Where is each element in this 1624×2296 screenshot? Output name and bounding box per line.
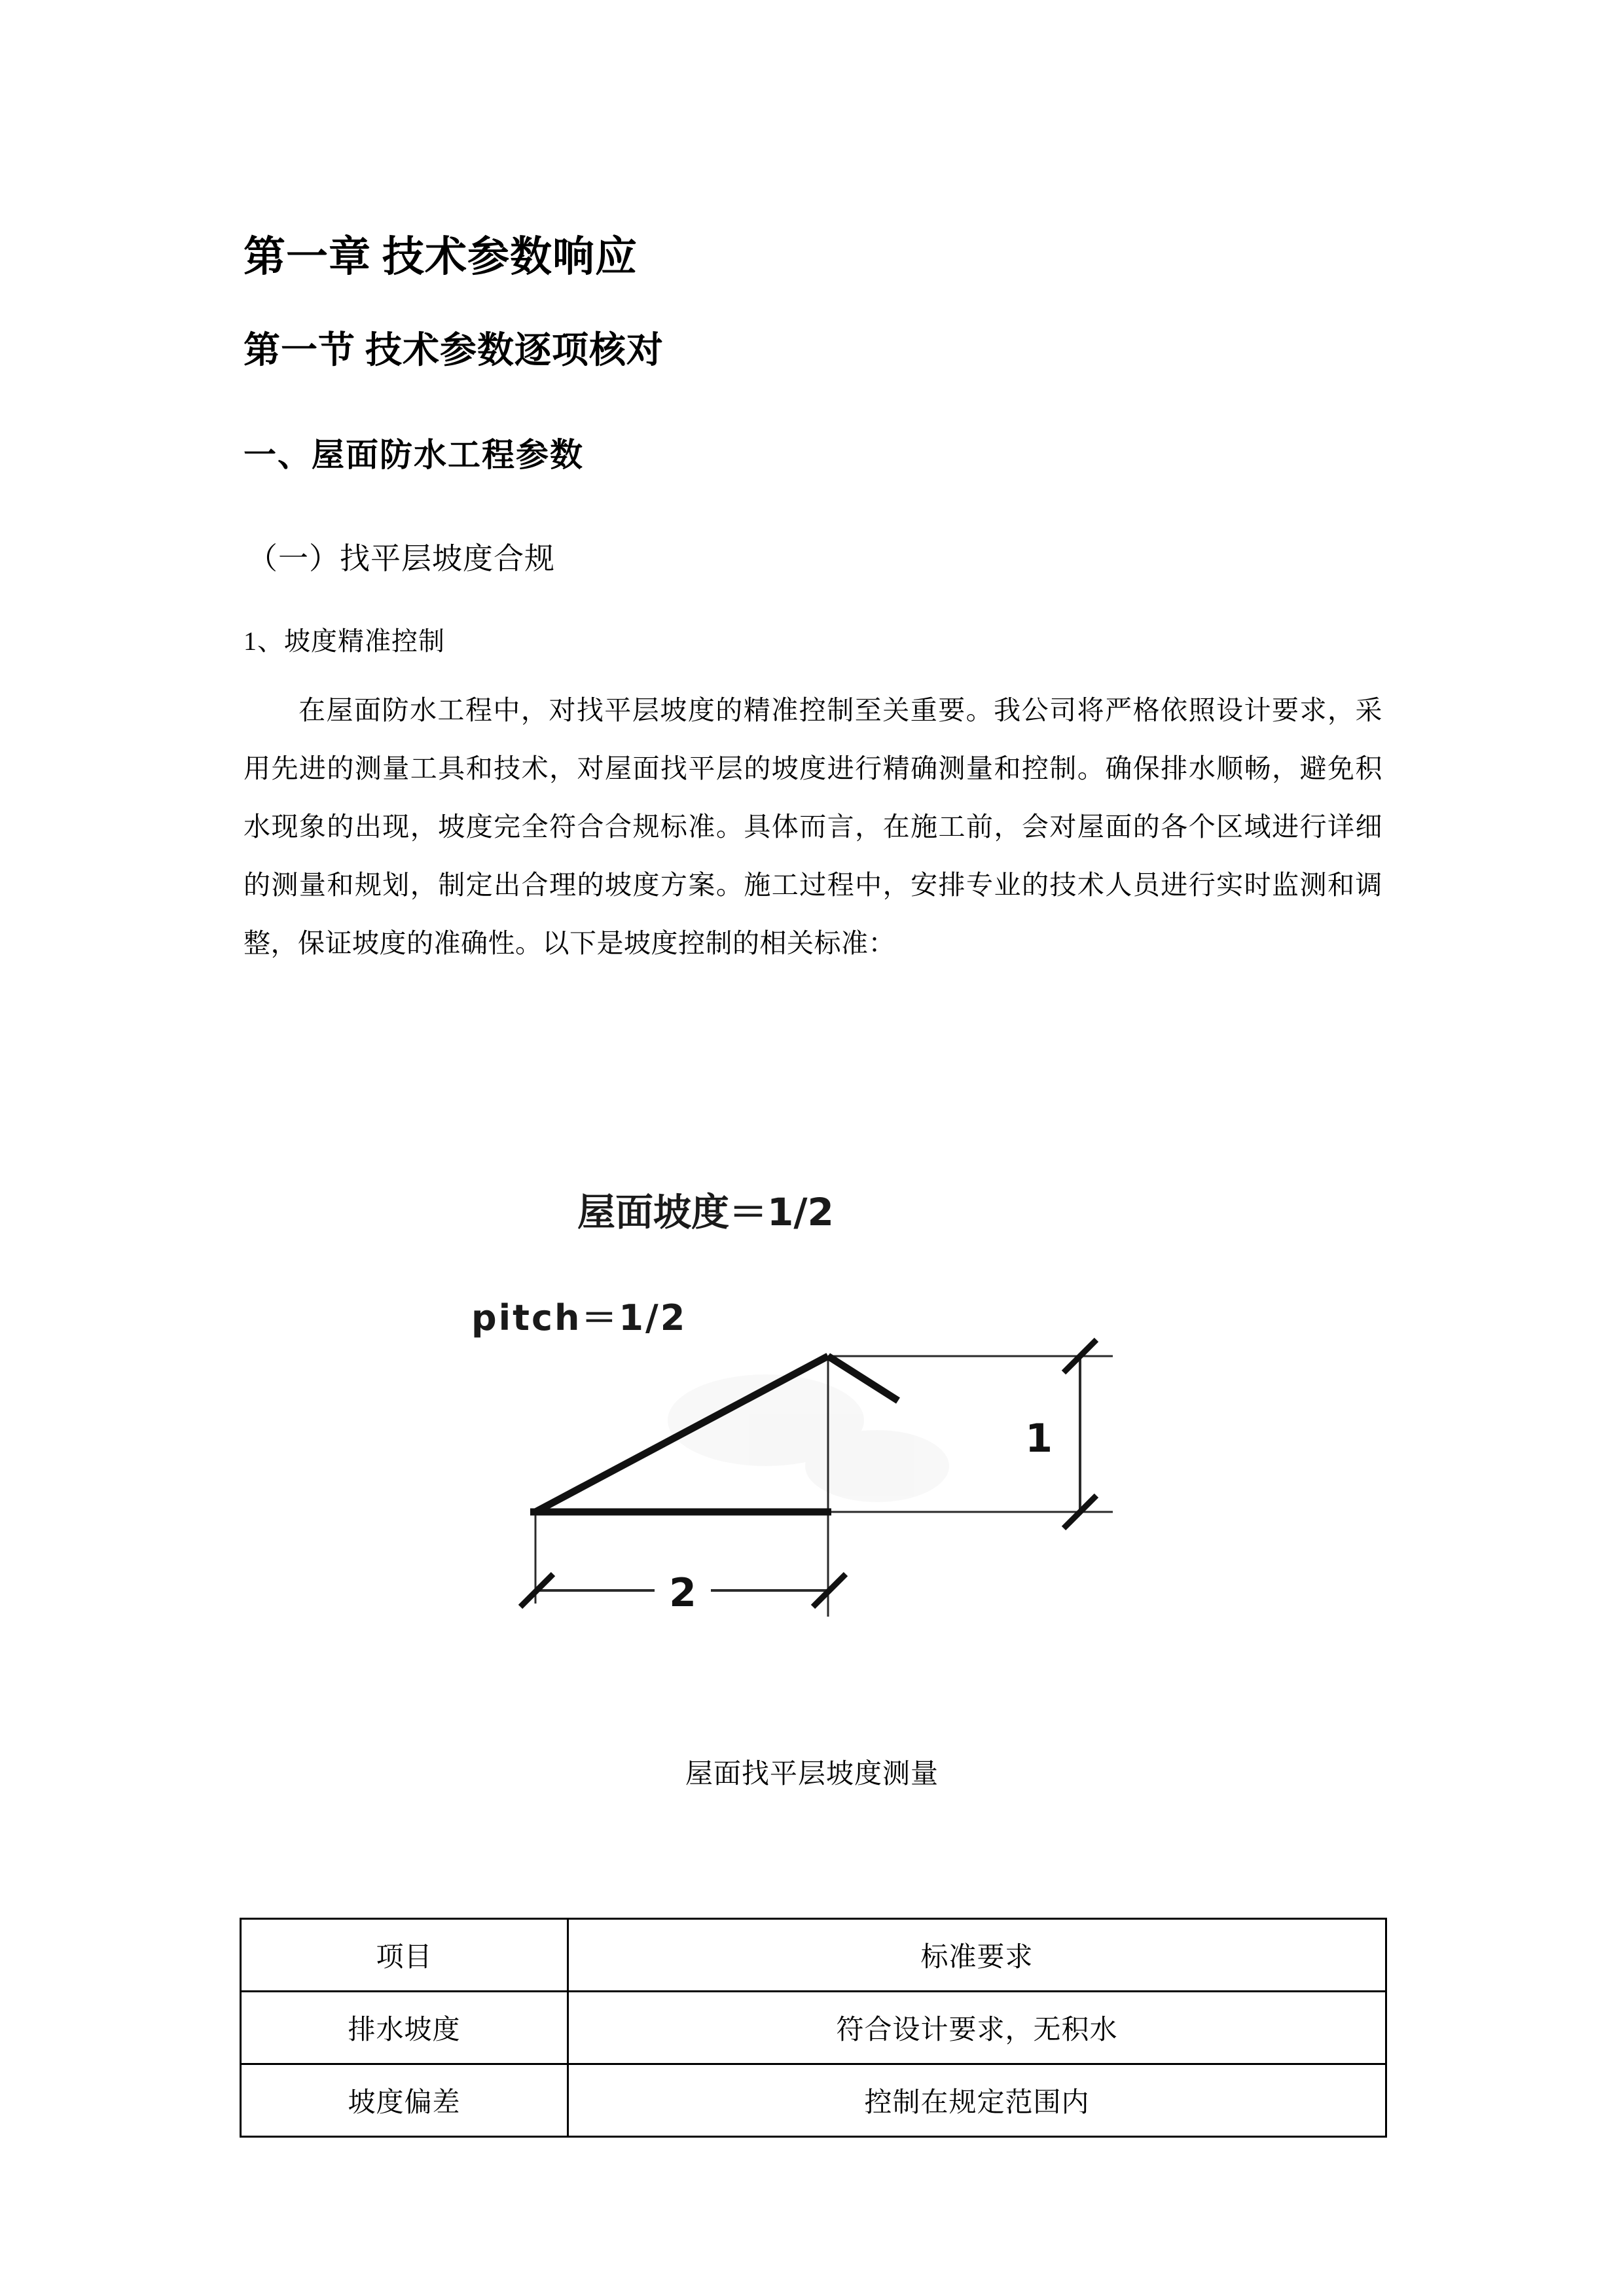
label-roof-slope: 屋面坡度＝1/2: [577, 1190, 834, 1234]
body-paragraph: 在屋面防水工程中，对找平层坡度的精准控制至关重要。我公司将严格依照设计要求，采用先进的测量工具和技术，对屋面找平层的坡度进行精确测量和控制。确保排水顺畅，避免积水现象的出现，坡度完全符合合规标准。具体而言，在施工前，会对屋面的各个区域进行详细的测量和规划，制定出合理的坡度方案。施工过程中，安排专业的技术人员进行实时监测和调整，保证坡度的准确性。以下是坡度控制的相关标准：: [244, 695, 1382, 958]
roof-pitch-diagram: [458, 1185, 1165, 1617]
figure-caption: 屋面找平层坡度测量: [685, 1759, 939, 1789]
table-cell-item: 排水坡度: [241, 1992, 568, 2064]
table-row: [241, 1992, 1386, 2064]
label-pitch: pitch＝1/2: [471, 1297, 687, 1338]
numbered-heading: 1、坡度精准控制: [244, 626, 445, 656]
table-cell-requirement: 符合设计要求，无积水: [568, 1992, 1386, 2064]
run-value: 2: [669, 1570, 696, 1616]
standards-table: [240, 1918, 1387, 2138]
sub-heading: （一）找平层坡度合规: [247, 542, 555, 576]
dimension-run: [520, 1567, 846, 1616]
roof-pitch-svg: [458, 1185, 1165, 1617]
table-cell-item: 坡度偏差: [241, 2064, 568, 2137]
table-header-row: [241, 1919, 1386, 1992]
item-heading: 一、屋面防水工程参数: [244, 437, 584, 473]
page-title: 第一章 技术参数响应: [244, 233, 638, 280]
dimension-rise: [1025, 1340, 1096, 1528]
section-title: 第一节 技术参数逐项核对: [244, 331, 664, 372]
table-header-cell: 项目: [241, 1919, 568, 1992]
watermark-smudge: [668, 1374, 949, 1502]
rise-value: 1: [1025, 1416, 1053, 1462]
table-cell-requirement: 控制在规定范围内: [568, 2064, 1386, 2137]
table-header-cell: 标准要求: [568, 1919, 1386, 1992]
table-row: [241, 2064, 1386, 2137]
